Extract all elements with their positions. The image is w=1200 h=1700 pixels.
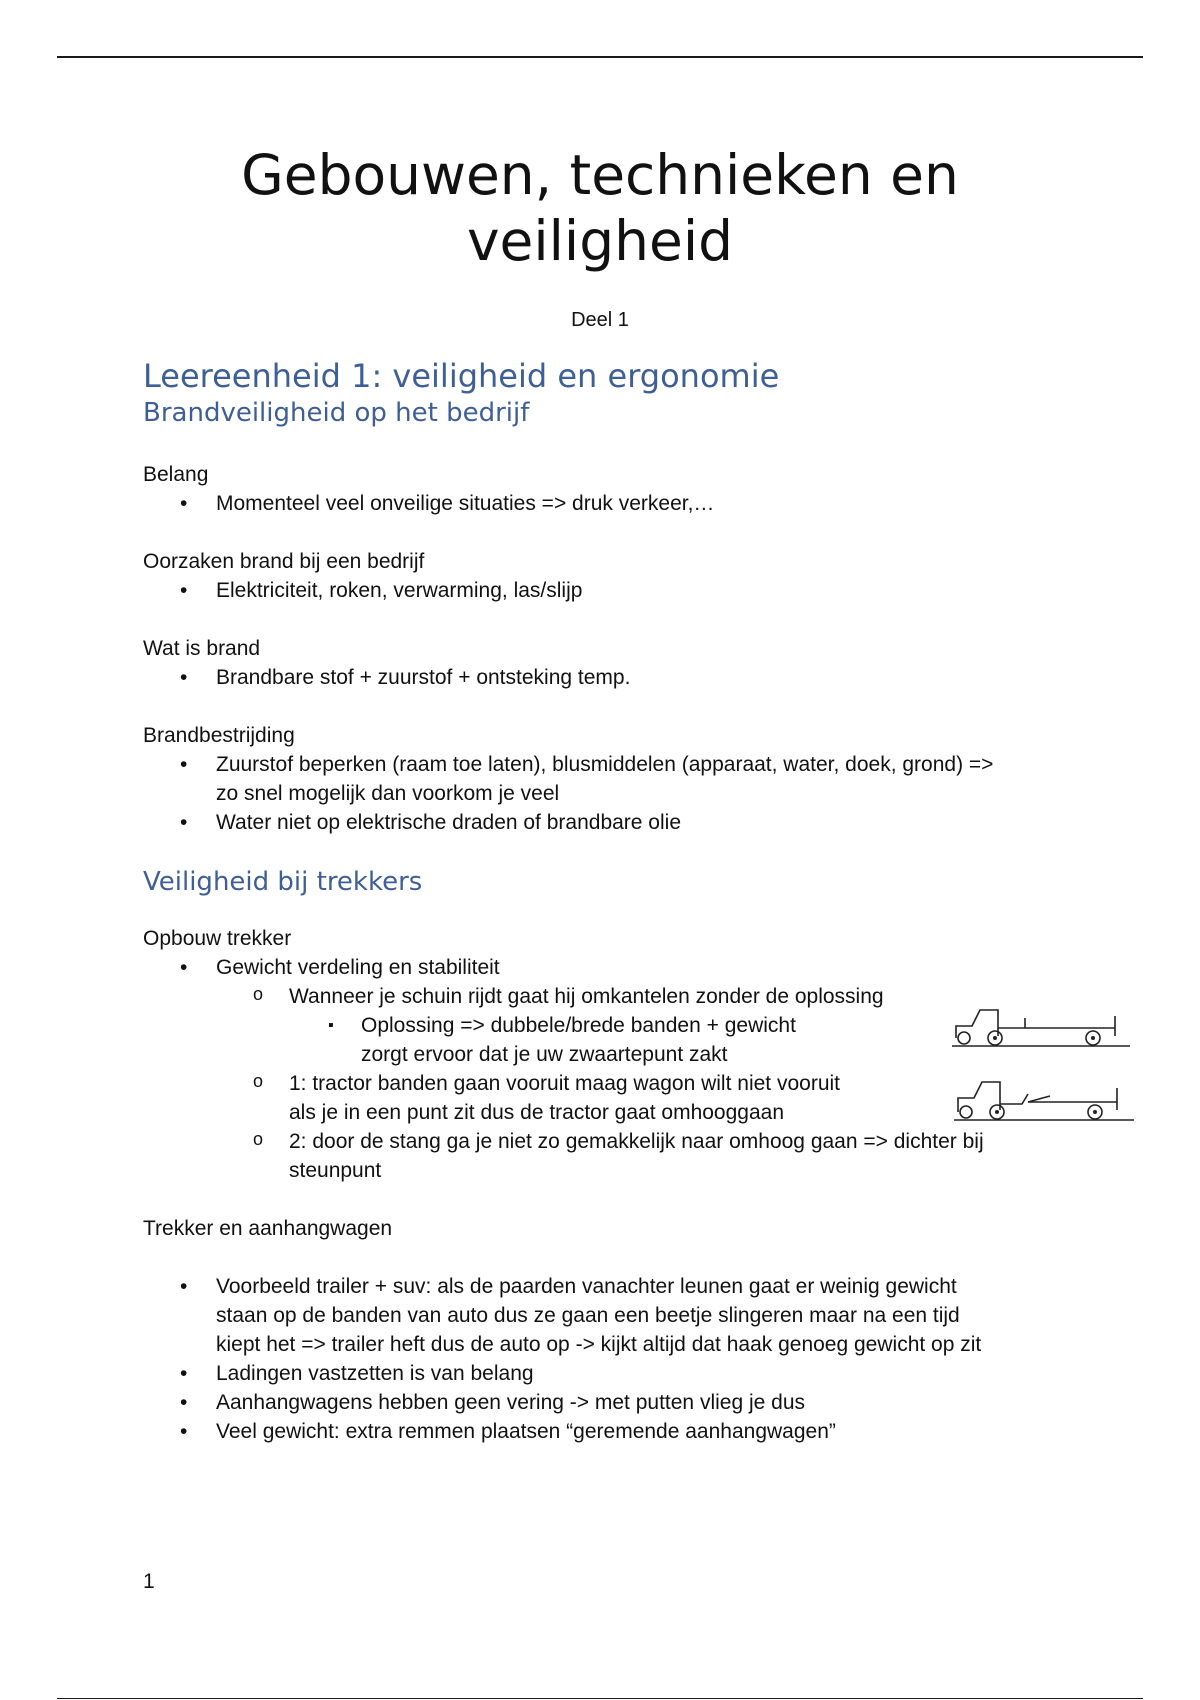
list-wat-is-brand [143,663,1063,692]
document-title: Gebouwen, technieken en veiligheid [241,143,959,273]
label-brandbestrijding: Brandbestrijding [143,724,295,747]
list-item: o 2: door de stang ga je niet zo gemakkelijk naar omhoog gaan => dichter bij steunpunt [253,1129,984,1182]
list-item: o Wanneer je schuin rijdt gaat hij omkantelen zonder de oplossing [253,984,884,1008]
label-oorzaken: Oorzaken brand bij een bedrijf [143,550,425,573]
list-item: • Veel gewicht: extra remmen plaatsen “geremende aanhangwagen” [180,1420,836,1443]
subsection-heading-trekkers: Veiligheid bij trekkers [143,867,423,897]
list-item: • Aanhangwagens hebben geen vering -> met putten vlieg je dus [180,1391,806,1414]
list-item: • Brandbare stof + zuurstof + ontsteking temp. [180,666,631,689]
list-opbouw-trekker [143,953,1063,1185]
list-trekker-aanhangwagen [143,1272,1063,1446]
subsection-heading-brand: Brandveiligheid op het bedrijf [143,398,530,428]
list-belang [143,489,1063,518]
list-oorzaken [143,576,1063,605]
page-number: 1 [143,1570,155,1593]
label-wat-is-brand: Wat is brand [143,637,261,660]
list-item: o 1: tractor banden gaan vooruit maag wagon wilt niet vooruit als je in een punt zit dus de tractor gaat omhooggaan [253,1071,840,1124]
list-item: • Water niet op elektrische draden of brandbare olie [180,811,681,834]
list-item: • Momenteel veel onveilige situaties => druk verkeer,… [180,492,715,515]
document-body [143,356,1063,1446]
label-opbouw-trekker: Opbouw trekker [143,927,292,950]
document-subtitle: Deel 1 [571,309,629,331]
tractor-trailer-sketch-1 [950,1000,1136,1050]
list-item: • Ladingen vastzetten is van belang [180,1362,534,1385]
list-item: ▪ Oplossing => dubbele/brede banden + gewicht zorgt ervoor dat je uw zwaartepunt zakt [328,1014,796,1066]
label-trekker-aanhangwagen: Trekker en aanhangwagen [143,1217,393,1240]
list-item: • Zuurstof beperken (raam toe laten), blusmiddelen (apparaat, water, doek, grond) => zo snel mogelijk dan voorkom je veel [180,753,994,805]
header-rule [57,56,1143,58]
tractor-trailer-sketch-2 [952,1074,1138,1124]
list-item: • Gewicht verdeling en stabiliteit [180,956,500,979]
list-item: • Voorbeeld trailer + suv: als de paarden vanachter leunen gaat er weinig gewicht staan op de banden van auto dus ze gaan een beetje slingeren maar na een tijd kiept het => trailer heft dus de auto op -> kijkt altijd dat haak genoeg gewicht op zit [180,1275,982,1356]
section-heading: Leereenheid 1: veiligheid en ergonomie [143,357,780,395]
list-brandbestrijding [143,750,1063,837]
list-item: • Elektriciteit, roken, verwarming, las/slijp [180,579,583,602]
footer-rule [57,1698,1143,1699]
label-belang: Belang [143,463,209,486]
